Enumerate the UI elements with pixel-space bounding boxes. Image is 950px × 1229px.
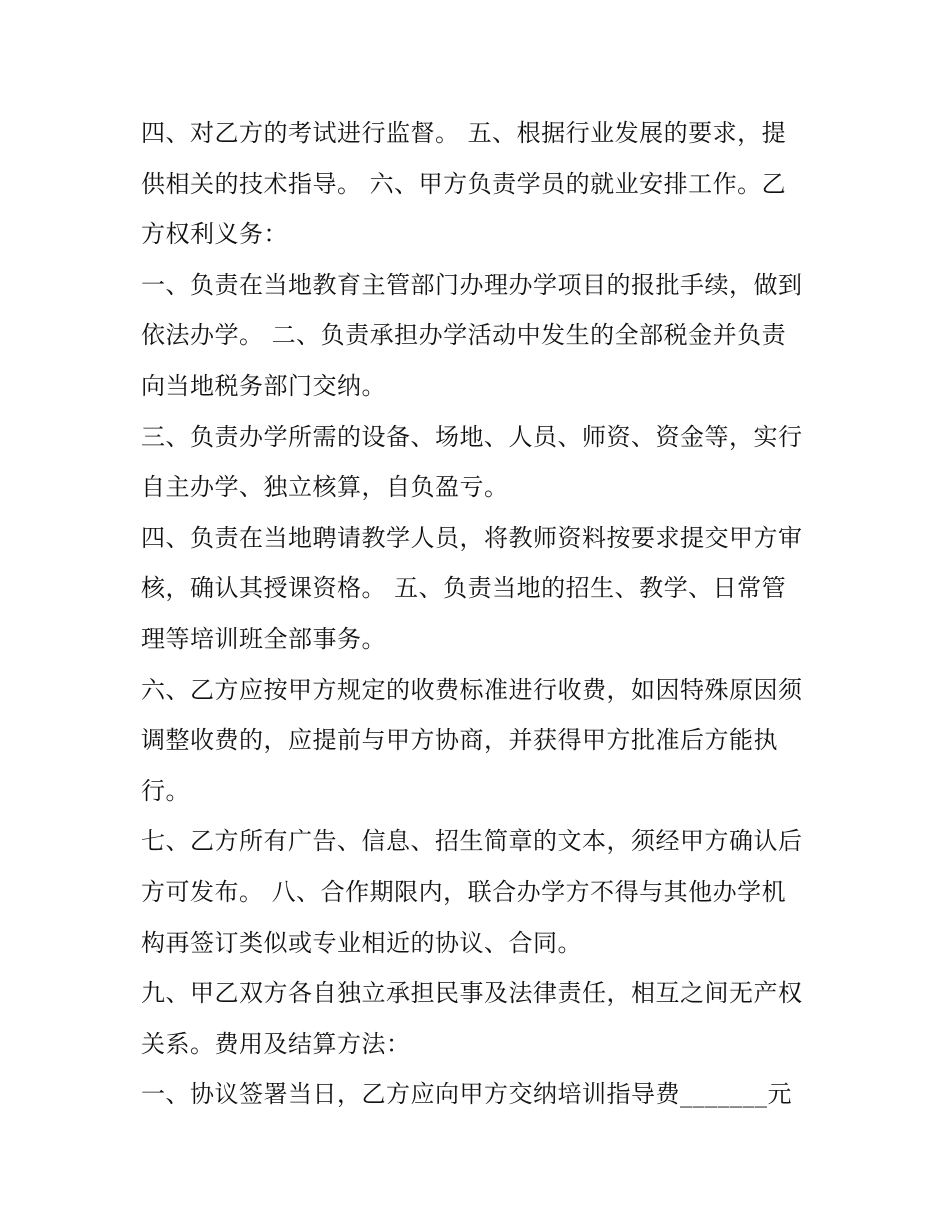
document-body [141,108,821,1120]
text-line: 四、对乙方的考试进行监督。 五、根据行业发展的要求，提 [141,119,787,147]
text-line: 供相关的技术指导。 六、甲方负责学员的就业安排工作。乙 [141,169,787,198]
text-line: 七、乙方所有广告、信息、招生简章的文本，须经甲方确认后 [141,827,803,856]
text-line: 理等培训班全部事务。 [141,624,386,653]
text-line: 四、负责在当地聘请教学人员，将教师资料按要求提交甲方审 [141,523,803,552]
text-line: 依法办学。 二、负责承担办学活动中发生的全部税金并负责 [141,321,787,350]
text-line: 九、甲乙双方各自独立承担民事及法律责任，相互之间无产权 [141,979,803,1008]
text-line: 三、负责办学所需的设备、场地、人员、师资、资金等，实行 [141,422,803,451]
text-line: 六、乙方应按甲方规定的收费标准进行收费，如因特殊原因须 [141,675,803,704]
text-line: 核，确认其授课资格。 五、负责当地的招生、教学、日常管 [141,574,787,603]
text-line: 构再签订类似或专业相近的协议、合同。 [141,928,582,957]
text-line: 向当地税务部门交纳。 [141,371,386,400]
text-line: 行。 [141,776,190,805]
text-line: 调整收费的，应提前与甲方协商，并获得甲方批准后方能执 [141,726,778,755]
text-line: 一、协议签署当日，乙方应向甲方交纳培训指导费_______元 [141,1080,792,1109]
text-line: 方权利义务： [141,220,288,249]
text-line: 一、负责在当地教育主管部门办理办学项目的报批手续，做到 [141,270,803,299]
text-line: 自主办学、独立核算，自负盈亏。 [141,473,509,502]
text-line: 关系。费用及结算方法： [141,1029,411,1058]
text-line: 方可发布。 八、合作期限内，联合办学方不得与其他办学机 [141,877,787,906]
